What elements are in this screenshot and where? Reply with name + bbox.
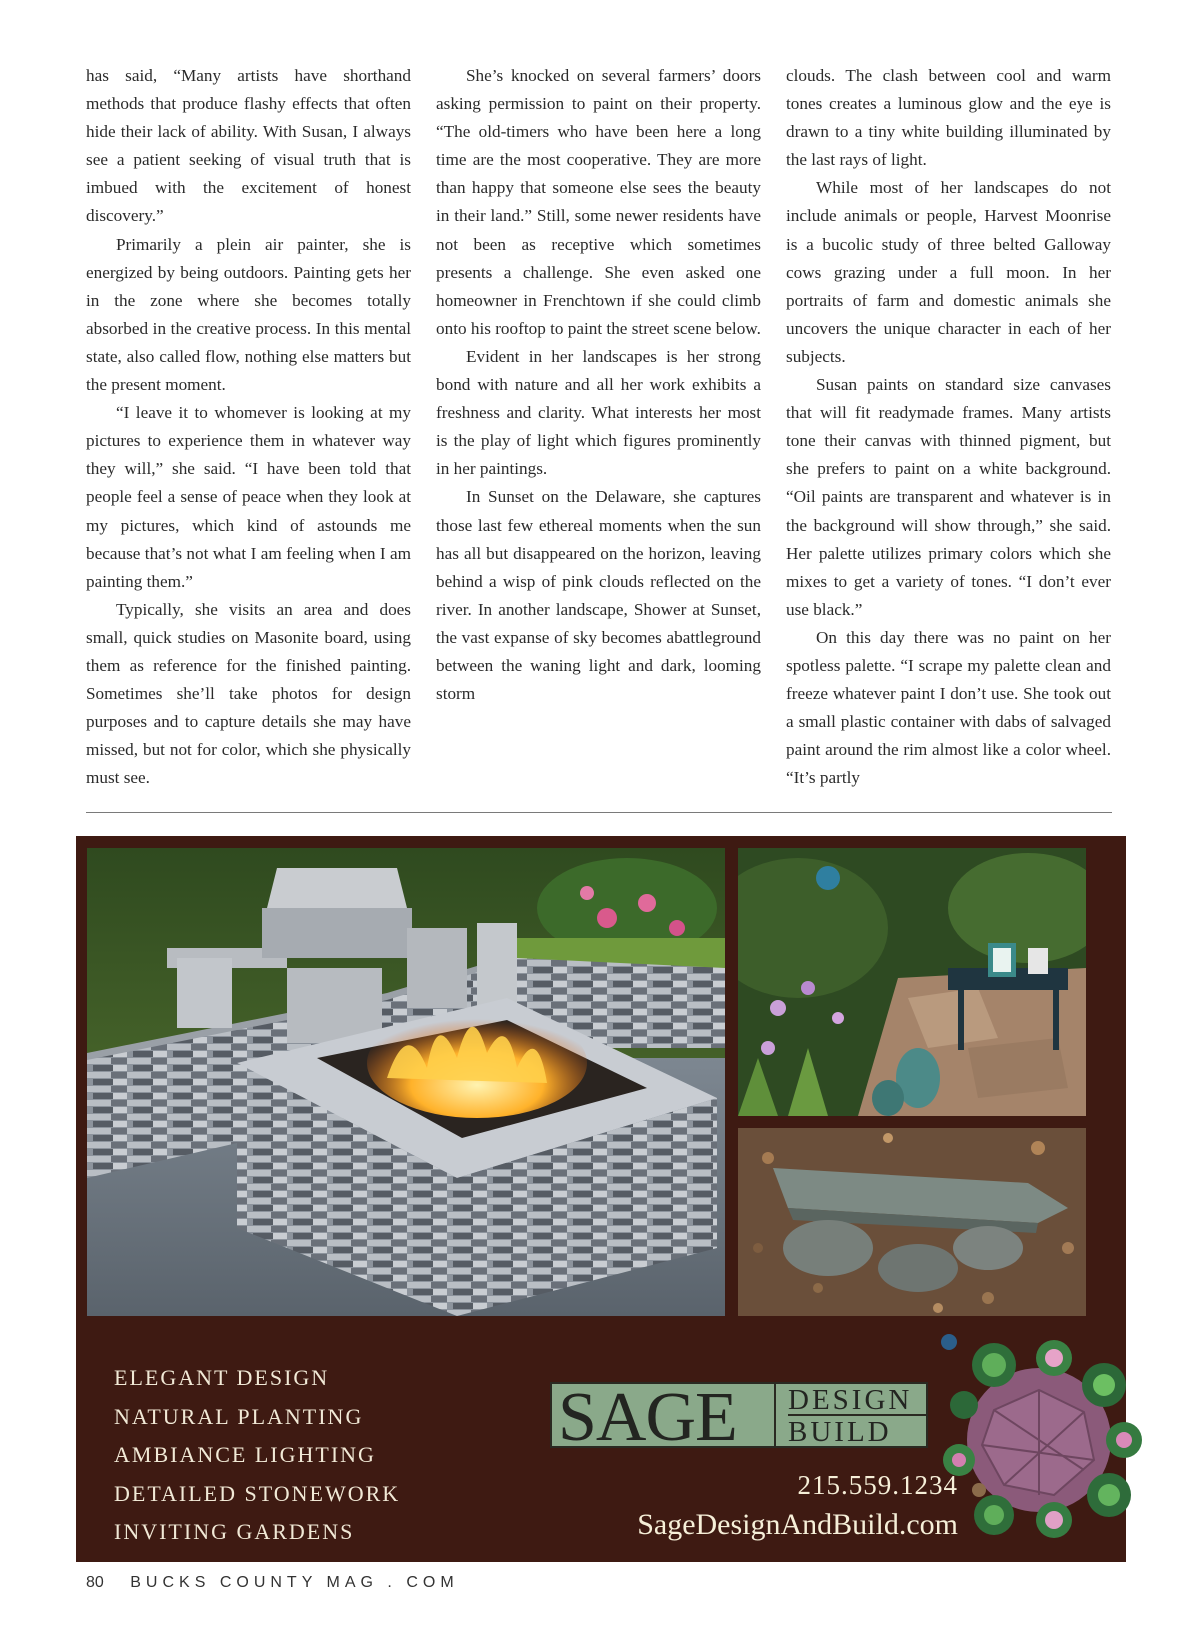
feature-item: NATURAL PLANTING xyxy=(114,1403,364,1429)
page-footer xyxy=(86,1574,459,1592)
article-column-3 xyxy=(786,62,1111,792)
article-column-2 xyxy=(436,62,761,792)
page-number: 80 xyxy=(86,1574,104,1591)
paragraph: Susan paints on standard size canvases that will fit readymade frames. Many artists tone their canvas with thinned pigment, but she prefers to paint on a white background. “Oil paints are transparent and whatever is in the background will show through,” she said. Her palette utilizes primary colors which she mixes to get a variety of tones. “I don’t ever use black.” xyxy=(786,375,1111,619)
fire-pit-photo xyxy=(87,848,725,1316)
paragraph: While most of her landscapes do not include animals or people, Harvest Moonrise is a bucolic study of three belted Galloway cows grazing under a full moon. In her portraits of farm and domestic animals she uncovers the unique character in each of her subjects. xyxy=(786,178,1111,366)
logo-wordmark: SAGE xyxy=(558,1379,737,1456)
paragraph: clouds. The clash between cool and warm tones creates a luminous glow and the eye is drawn to a tiny white building illuminated by the last rays of light. xyxy=(786,66,1111,170)
ad-website-link[interactable]: SageDesignAndBuild.com xyxy=(637,1508,958,1541)
paragraph: On this day there was no paint on her spotless palette. “I scrape my palette clean and freeze whatever paint I don’t use. She took out a small plastic container with dabs of salvaged paint around the rim almost like a color wheel. “It’s partly xyxy=(786,627,1111,788)
article-column-1 xyxy=(86,62,411,792)
paragraph: Primarily a plein air painter, she is energized by being outdoors. Painting gets her in the zone where she becomes totally absorbed in the creative process. In this mental state, also called flow, nothing else matters but the present moment. xyxy=(86,234,411,395)
article-body xyxy=(86,62,1112,792)
logo-design-text: DESIGN xyxy=(788,1384,913,1416)
paragraph: has said, “Many artists have shorthand methods that produce flashy effects that often hide their lack of ability. With Susan, I always see a patient seeking of visual truth that is imbued with the excitement of honest discovery.” xyxy=(86,66,411,226)
logo-build-text: BUILD xyxy=(788,1414,926,1449)
feature-item: AMBIANCE LIGHTING xyxy=(114,1442,376,1467)
paragraph: Evident in her landscapes is her strong bond with nature and all her work exhibits a freshness and clarity. What interests her most is the play of light which figures prominently in her paintings. xyxy=(436,346,761,479)
ad-features-list xyxy=(114,1359,400,1552)
patio-plan-illustration xyxy=(934,1330,1144,1540)
garden-patio-photo xyxy=(738,848,1086,1116)
paragraph: Typically, she visits an area and does small, quick studies on Masonite board, using them as reference for the finished painting. Sometimes she’ll take photos for design purposes and to capture details she may have missed, but not for color, which she physically must see. xyxy=(86,599,411,788)
section-divider xyxy=(86,812,1112,813)
feature-item: ELEGANT DESIGN xyxy=(114,1365,330,1390)
paragraph: She’s knocked on several farmers’ doors asking permission to paint on their property. “The old-timers who have been here a long time are the most cooperative. They are more than happy that someone else sees the beauty in their land.” Still, some newer residents have not been as receptive which sometimes presents a challenge. She even asked one homeowner in Frenchtown if she could climb onto his rooftop to paint the street scene below. xyxy=(436,66,761,338)
stone-bench-photo xyxy=(738,1128,1086,1316)
logo-divider xyxy=(774,1384,784,1446)
paragraph: In Sunset on the Delaware, she captures those last few ethereal moments when the sun has all but disappeared on the horizon, leaving behind a wisp of pink clouds reflected on the river. In another landscape, Shower at Sunset, the vast expanse of sky becomes abattleground between the waning light and dark, looming storm xyxy=(436,487,761,704)
magazine-url: BUCKS COUNTY MAG . COM xyxy=(130,1574,459,1591)
sage-logo xyxy=(550,1379,928,1456)
sage-design-build-ad xyxy=(76,836,1126,1562)
ad-phone-number[interactable]: 215.559.1234 xyxy=(797,1470,958,1500)
feature-item: INVITING GARDENS xyxy=(114,1519,355,1544)
paragraph: “I leave it to whomever is looking at my pictures to experience them in whatever way they will,” she said. “I have been told that people feel a sense of peace when they look at my pictures, which kind of astounds me because that’s not what I am feeling when I am painting them.” xyxy=(86,403,411,591)
feature-item: DETAILED STONEWORK xyxy=(114,1480,401,1506)
